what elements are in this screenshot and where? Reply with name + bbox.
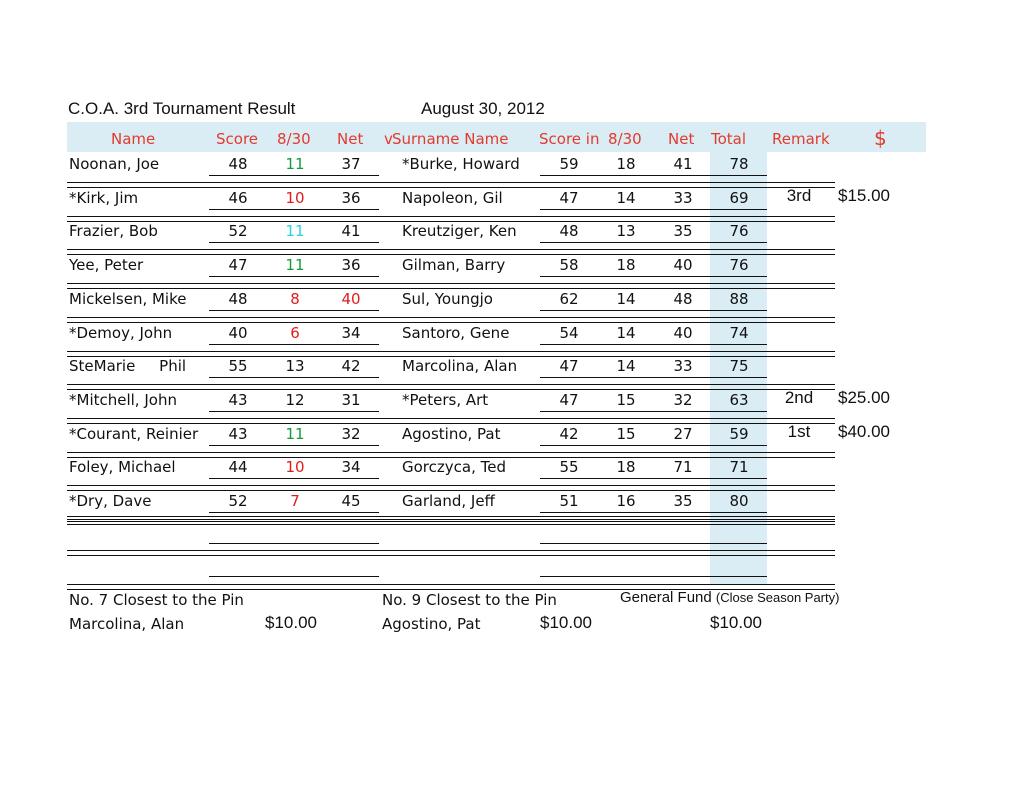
- player-name: *Dry, Dave: [69, 492, 152, 510]
- net-cell: 40: [341, 290, 361, 308]
- col-header-score2: Score in: [539, 130, 600, 148]
- net-cell: 42: [341, 357, 361, 375]
- col-header-dollar: $: [874, 126, 887, 150]
- score-cell: 48: [228, 155, 248, 173]
- col-header-net: Net: [337, 130, 364, 148]
- total-cell: 69: [729, 189, 749, 207]
- row-separator: [67, 418, 835, 424]
- score2-cell: 42: [559, 425, 579, 443]
- net2-cell: 40: [673, 324, 693, 342]
- handicap2-cell: 16: [616, 492, 636, 510]
- player-name: *Kirk, Jim: [69, 189, 139, 207]
- fund-amount: $10.00: [710, 613, 762, 632]
- total-cell: 76: [729, 222, 749, 240]
- score2-underline: [540, 175, 767, 176]
- net-cell: 41: [341, 222, 361, 240]
- handicap2-cell: 18: [616, 458, 636, 476]
- net2-cell: 71: [673, 458, 693, 476]
- net-cell: 45: [341, 492, 361, 510]
- row-separator: [67, 249, 835, 255]
- score2-cell: 47: [559, 357, 579, 375]
- score-underline: [209, 276, 379, 277]
- score-underline: [209, 445, 379, 446]
- net2-cell: 33: [673, 357, 693, 375]
- partner-name: Agostino, Pat: [402, 425, 501, 443]
- handicap-cell: 12: [285, 391, 305, 409]
- prize-amount: $25.00: [838, 388, 890, 407]
- score2-underline: [540, 276, 767, 277]
- partner-name: Napoleon, Gil: [402, 189, 503, 207]
- pin7-winner: Marcolina, Alan: [69, 615, 185, 633]
- score2-underline: [540, 445, 767, 446]
- player-name: SteMarie Phil: [69, 357, 187, 375]
- col-header-date: 8/30: [277, 130, 311, 148]
- net-cell: 36: [341, 256, 361, 274]
- place-remark: 2nd: [784, 388, 814, 407]
- total-cell: 76: [729, 256, 749, 274]
- score2-underline: [540, 344, 767, 345]
- score-cell: 46: [228, 189, 248, 207]
- player-name: Frazier, Bob: [69, 222, 158, 240]
- pin9-label: No. 9 Closest to the Pin: [382, 591, 557, 609]
- net2-cell: 35: [673, 492, 693, 510]
- total-cell: 71: [729, 458, 749, 476]
- player-name: Yee, Peter: [69, 256, 144, 274]
- place-remark: 1st: [787, 422, 811, 441]
- score-cell: 55: [228, 357, 248, 375]
- row-separator: [67, 182, 835, 188]
- row-separator: [67, 283, 835, 289]
- player-name: *Mitchell, John: [69, 391, 177, 409]
- score-underline: [209, 344, 379, 345]
- score2-cell: 59: [559, 155, 579, 173]
- total-cell: 78: [729, 155, 749, 173]
- handicap2-cell: 18: [616, 155, 636, 173]
- handicap-cell: 10: [285, 189, 305, 207]
- score-cell: 47: [228, 256, 248, 274]
- score-underline: [209, 411, 379, 412]
- score-cell: 44: [228, 458, 248, 476]
- score2-cell: 47: [559, 189, 579, 207]
- col-header-score: Score: [216, 130, 259, 148]
- partner-name: Kreutziger, Ken: [402, 222, 517, 240]
- net2-cell: 35: [673, 222, 693, 240]
- pin9-winner: Agostino, Pat: [382, 615, 481, 633]
- net-cell: 34: [341, 324, 361, 342]
- score2-cell: 51: [559, 492, 579, 510]
- total-cell: 80: [729, 492, 749, 510]
- prize-amount: $40.00: [838, 422, 890, 441]
- col-header-net2: Net: [668, 130, 695, 148]
- net-cell: 32: [341, 425, 361, 443]
- row-separator: [67, 384, 835, 390]
- score2-cell: 58: [559, 256, 579, 274]
- row-separator: [67, 485, 835, 491]
- score-cell: 43: [228, 391, 248, 409]
- row-separator: [67, 317, 835, 323]
- partner-name: Gilman, Barry: [402, 256, 506, 274]
- score2-underline: [540, 310, 767, 311]
- col-header-name: Name: [111, 130, 156, 148]
- total-cell: 88: [729, 290, 749, 308]
- handicap-cell: 11: [285, 222, 305, 240]
- underline-blank: [209, 543, 379, 544]
- score-underline: [209, 310, 379, 311]
- fund-label: [620, 589, 839, 606]
- score-cell: 43: [228, 425, 248, 443]
- col-header-v: v: [384, 130, 393, 148]
- score2-underline: [540, 209, 767, 210]
- handicap2-cell: 13: [616, 222, 636, 240]
- score2-underline: [540, 377, 767, 378]
- partner-name: Marcolina, Alan: [402, 357, 518, 375]
- score2-cell: 62: [559, 290, 579, 308]
- handicap2-cell: 18: [616, 256, 636, 274]
- fund-note: (Close Season Party): [715, 590, 840, 605]
- score-cell: 48: [228, 290, 248, 308]
- handicap2-cell: 15: [616, 425, 636, 443]
- score2-underline: [540, 478, 767, 479]
- score-underline: [209, 478, 379, 479]
- score2-cell: 48: [559, 222, 579, 240]
- score-cell: 52: [228, 492, 248, 510]
- underline-blank: [540, 576, 767, 577]
- net-cell: 37: [341, 155, 361, 173]
- place-remark: 3rd: [786, 186, 812, 205]
- net2-cell: 40: [673, 256, 693, 274]
- pin9-amount: $10.00: [540, 613, 592, 632]
- handicap2-cell: 14: [616, 290, 636, 308]
- partner-name: *Burke, Howard: [402, 155, 520, 173]
- net2-cell: 33: [673, 189, 693, 207]
- prize-amount: $15.00: [838, 186, 890, 205]
- col-header-remark: Remark: [772, 130, 830, 148]
- net-cell: 36: [341, 189, 361, 207]
- score2-cell: 54: [559, 324, 579, 342]
- pin7-label: No. 7 Closest to the Pin: [69, 591, 244, 609]
- player-name: Noonan, Joe: [69, 155, 160, 173]
- handicap-cell: 11: [285, 155, 305, 173]
- row-separator: [67, 516, 835, 522]
- tournament-date: August 30, 2012: [421, 99, 545, 118]
- net2-cell: 48: [673, 290, 693, 308]
- partner-name: Garland, Jeff: [402, 492, 495, 510]
- player-name: Mickelsen, Mike: [69, 290, 187, 308]
- fund-label-text: General Fund: [620, 589, 712, 606]
- score-underline: [209, 209, 379, 210]
- handicap-cell: 13: [285, 357, 305, 375]
- row-separator: [67, 550, 835, 556]
- net-cell: 34: [341, 458, 361, 476]
- score2-underline: [540, 512, 767, 513]
- net2-cell: 41: [673, 155, 693, 173]
- handicap-cell: 8: [290, 290, 300, 308]
- partner-name: *Peters, Art: [402, 391, 489, 409]
- total-cell: 74: [729, 324, 749, 342]
- player-name: *Demoy, John: [69, 324, 173, 342]
- player-name: *Courant, Reinier: [69, 425, 199, 443]
- handicap-cell: 11: [285, 425, 305, 443]
- total-cell: 75: [729, 357, 749, 375]
- col-header-surname: Surname Name: [392, 130, 509, 148]
- underline-blank: [540, 543, 767, 544]
- score2-cell: 47: [559, 391, 579, 409]
- score2-cell: 55: [559, 458, 579, 476]
- handicap2-cell: 15: [616, 391, 636, 409]
- partner-name: Sul, Youngjo: [402, 290, 493, 308]
- net2-cell: 27: [673, 425, 693, 443]
- score-underline: [209, 377, 379, 378]
- score-cell: 52: [228, 222, 248, 240]
- col-header-date2: 8/30: [608, 130, 642, 148]
- handicap2-cell: 14: [616, 189, 636, 207]
- score2-underline: [540, 242, 767, 243]
- partner-name: Santoro, Gene: [402, 324, 510, 342]
- score-underline: [209, 242, 379, 243]
- col-header-total: Total: [711, 130, 747, 148]
- score2-underline: [540, 411, 767, 412]
- handicap2-cell: 14: [616, 324, 636, 342]
- page-title: C.O.A. 3rd Tournament Result: [68, 99, 296, 118]
- net2-cell: 32: [673, 391, 693, 409]
- handicap-cell: 7: [290, 492, 300, 510]
- partner-name: Gorczyca, Ted: [402, 458, 506, 476]
- underline-blank: [209, 576, 379, 577]
- player-name: Foley, Michael: [69, 458, 176, 476]
- total-cell: 63: [729, 391, 749, 409]
- score-underline: [209, 175, 379, 176]
- total-cell: 59: [729, 425, 749, 443]
- net-cell: 31: [341, 391, 361, 409]
- handicap2-cell: 14: [616, 357, 636, 375]
- score-cell: 40: [228, 324, 248, 342]
- handicap-cell: 11: [285, 256, 305, 274]
- score-underline: [209, 512, 379, 513]
- handicap-cell: 10: [285, 458, 305, 476]
- handicap-cell: 6: [290, 324, 300, 342]
- pin7-amount: $10.00: [265, 613, 317, 632]
